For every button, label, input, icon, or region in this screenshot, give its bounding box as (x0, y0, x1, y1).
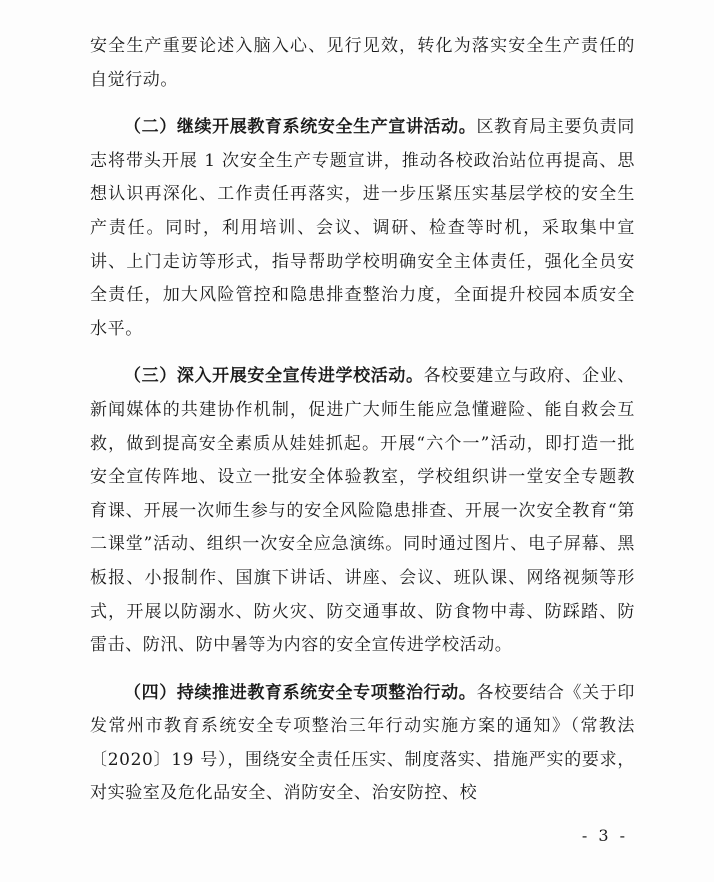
paragraph-section-2 (90, 111, 635, 346)
paragraph-section-4 (90, 677, 635, 811)
paragraph-text: 安全生产重要论述入脑入心、见行见效，转化为落实安全生产责任的自觉行动。 (90, 36, 635, 90)
page-number: - 3 - (581, 826, 628, 845)
section-heading: （三）深入开展安全宣传进学校活动。 (124, 366, 424, 387)
document-body (90, 30, 635, 825)
paragraph-text: 区教育局主要负责同志将带头开展 1 次安全生产专题宣讲，推动各校政治站位再提高、思想认识再深化、工作责任再落实，进一步压紧压实基层学校的安全生产责任。同时，利用培训、会议、调研、检查等时机，采取集中宣讲、上门走访等形式，指导帮助学校明确安全主体责任，强化全员安全责任，加大风险管控和隐患排查整治力度，全面提升校园本质安全水平。 (90, 117, 636, 339)
paragraph-continuation (90, 30, 635, 97)
paragraph-text: 各校要建立与政府、企业、新闻媒体的共建协作机制，促进广大师生能应急懂避险、能自救会互救，做到提高安全素质从娃娃抓起。开展“六个一”活动，即打造一批安全宣传阵地、设立一批安全体验教室，学校组织讲一堂安全专题教育课、开展一次师生参与的安全风险隐患排查、开展一次安全教育“第二课堂”活动、组织一次安全应急演练。同时通过图片、电子屏幕、黑板报、小报制作、国旗下讲话、讲座、会议、班队课、网络视频等形式，开展以防溺水、防火灾、防交通事故、防食物中毒、防踩踏、防雷击、防汛、防中暑等为内容的安全宣传进学校活动。 (90, 366, 635, 656)
section-heading: （二）继续开展教育系统安全生产宣讲活动。 (124, 117, 477, 138)
section-heading: （四）持续推进教育系统安全专项整治行动。 (124, 682, 477, 703)
paragraph-text: 各校要结合《关于印发常州市教育系统安全专项整治三年行动实施方案的通知》（常教法〔2020〕19 号），围绕安全责任压实、制度落实、措施严实的要求，对实验室及危化品安全、消防安全、治安防控、校 (90, 682, 636, 804)
paragraph-section-3 (90, 360, 635, 662)
